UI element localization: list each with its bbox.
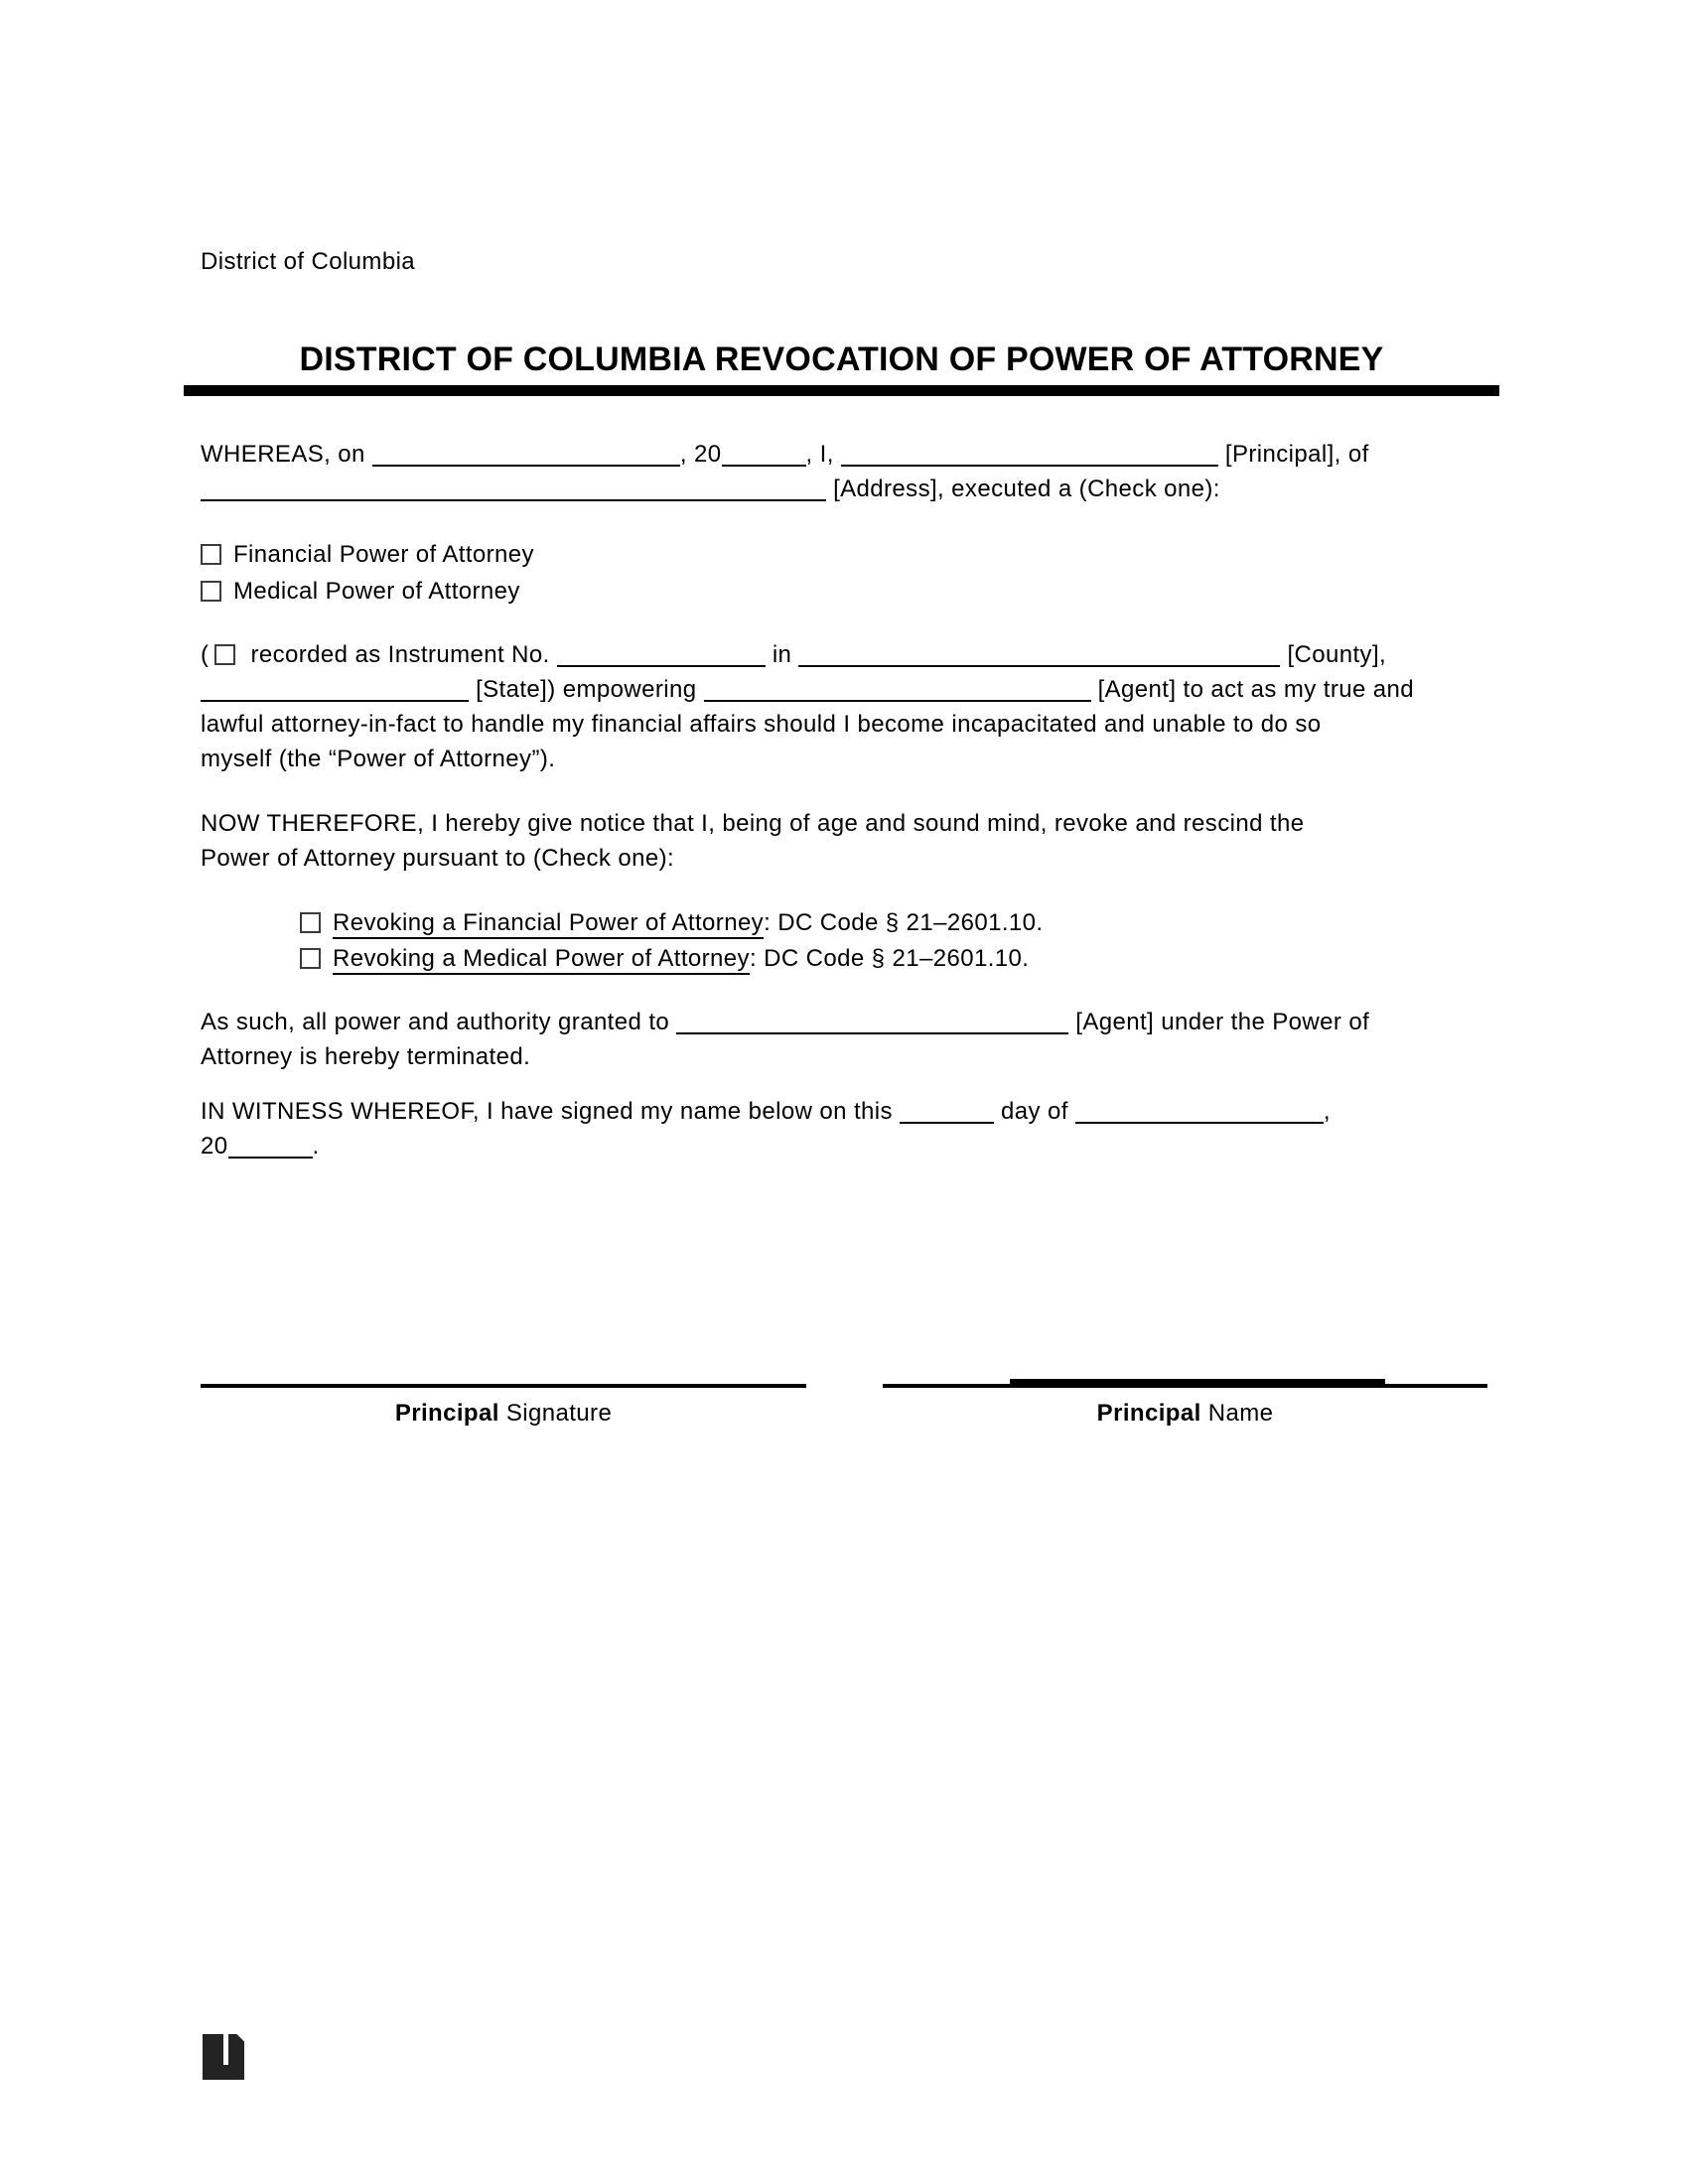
principal-name-label-bold: Principal (1096, 1400, 1201, 1427)
witness-text-5: . (312, 1133, 320, 1160)
whereas-text-2: , 20 (679, 441, 722, 468)
witness-text-1: IN WITNESS WHEREOF, I have signed my name below on this (201, 1098, 900, 1125)
termination-text-2: [Agent] under the Power of (1068, 1009, 1370, 1035)
now-therefore-line1: NOW THEREFORE, I hereby give notice that I, being of age and sound mind, revoke and rescind the (201, 810, 1305, 837)
document-title: DISTRICT OF COLUMBIA REVOCATION OF POWER OF ATTORNEY (184, 340, 1499, 396)
execution-date-blank[interactable] (372, 451, 680, 467)
recorded-text-4: [State]) empowering (469, 676, 704, 703)
principal-signature-line[interactable] (201, 1384, 806, 1388)
recorded-instrument-checkbox[interactable] (214, 644, 235, 665)
principal-signature-label-rest: Signature (498, 1400, 613, 1427)
signature-block (201, 1384, 1483, 1463)
document-body (201, 244, 1483, 1463)
now-therefore-line2: Power of Attorney pursuant to (Check one): (201, 845, 675, 872)
whereas-text-4: [Principal], of (1217, 441, 1369, 468)
recorded-text-5: [Agent] to act as my true and (1090, 676, 1415, 703)
recorded-text-line4: myself (the “Power of Attorney”). (201, 746, 556, 772)
recorded-text-2: in (765, 641, 799, 668)
medical-poa-option[interactable] (201, 573, 1483, 610)
principal-signature-column (201, 1384, 806, 1429)
state-label: District of Columbia (201, 248, 416, 275)
principal-name-column (883, 1384, 1487, 1429)
revoke-financial-checkbox[interactable] (300, 912, 321, 933)
witness-paragraph (201, 1094, 1483, 1163)
state-blank[interactable] (201, 686, 469, 702)
revoke-financial-option[interactable] (300, 905, 1483, 941)
recorded-text-3: [County], (1280, 641, 1387, 668)
poa-type-checklist (201, 536, 1483, 610)
terminated-agent-blank[interactable] (676, 1019, 1068, 1034)
principal-name-line-overlay (1010, 1379, 1385, 1384)
principal-signature-label-bold: Principal (394, 1400, 499, 1427)
revoke-financial-label: Revoking a Financial Power of Attorney (333, 909, 764, 939)
principal-name-line[interactable] (883, 1384, 1487, 1388)
termination-paragraph (201, 1005, 1483, 1074)
whereas-text-3: , I, (805, 441, 841, 468)
principal-name-label (883, 1399, 1487, 1429)
execution-year-blank[interactable] (722, 451, 806, 467)
whereas-paragraph (201, 437, 1483, 506)
recorded-clause-paragraph (201, 637, 1483, 776)
principal-address-blank[interactable] (201, 485, 826, 501)
medical-poa-label: Medical Power of Attorney (233, 578, 520, 605)
witness-text-4: 20 (201, 1133, 228, 1160)
recorded-text-line3: lawful attorney-in-fact to handle my financial affairs should I become incapacitated and unable to do so (201, 711, 1322, 738)
revoke-financial-code: : DC Code § 21–2601.10. (764, 909, 1044, 936)
witness-year-blank[interactable] (228, 1143, 313, 1159)
revoke-medical-checkbox[interactable] (300, 948, 321, 969)
principal-signature-label (201, 1399, 806, 1429)
witness-month-blank[interactable] (1075, 1108, 1324, 1124)
recorded-text-1: recorded as Instrument No. (243, 641, 557, 668)
revoke-medical-label: Revoking a Medical Power of Attorney (333, 945, 750, 975)
instrument-no-blank[interactable] (557, 651, 766, 667)
legal-templates-logo-icon (203, 2034, 244, 2080)
recorded-open-paren: ( (201, 641, 210, 668)
financial-poa-checkbox[interactable] (201, 544, 221, 565)
principal-name-label-rest: Name (1200, 1400, 1274, 1427)
revoke-medical-code: : DC Code § 21–2601.10. (749, 945, 1030, 972)
whereas-text-5: [Address], executed a (Check one): (826, 476, 1220, 502)
termination-line2: Attorney is hereby terminated. (201, 1043, 531, 1070)
revocation-checklist (201, 905, 1483, 977)
witness-text-3: , (1323, 1098, 1331, 1125)
agent-name-blank[interactable] (704, 686, 1091, 702)
now-therefore-paragraph (201, 806, 1483, 876)
termination-text-1: As such, all power and authority granted to (201, 1009, 677, 1035)
financial-poa-option[interactable] (201, 536, 1483, 573)
witness-text-2: day of (993, 1098, 1075, 1125)
witness-day-blank[interactable] (900, 1108, 994, 1124)
whereas-text-1: WHEREAS, on (201, 441, 372, 468)
county-blank[interactable] (798, 651, 1280, 667)
financial-poa-label: Financial Power of Attorney (233, 541, 534, 568)
revoke-medical-option[interactable] (300, 941, 1483, 977)
medical-poa-checkbox[interactable] (201, 581, 221, 602)
principal-name-blank[interactable] (841, 451, 1218, 467)
